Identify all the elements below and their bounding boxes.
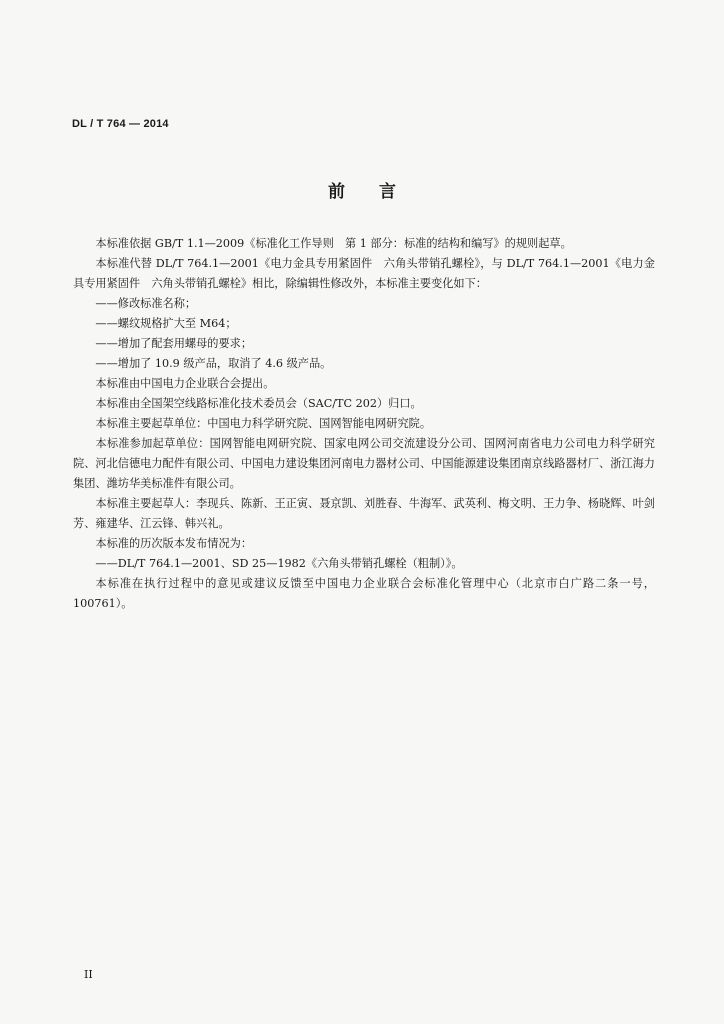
paragraph-proposer: 本标准由中国电力企业联合会提出。: [95, 377, 275, 390]
change-item-3: ——增加了配套用螺母的要求；: [95, 337, 253, 350]
change-item-1: ——修改标准名称；: [95, 297, 197, 310]
paragraph-main-drafters: 本标准主要起草人：李现兵、陈新、王正寅、聂京凯、刘胜春、牛海军、武英利、梅文明、王力争、杨晓辉、叶剑芳、雍建华、江云锋、韩兴礼。: [73, 497, 655, 530]
paragraph-main-drafters-units: 本标准主要起草单位：中国电力科学研究院、国网智能电网研究院。: [95, 417, 432, 430]
paragraph-replacement: 本标准代替 DL/T 764.1—2001《电力金具专用紧固件 六角头带销孔螺栓》，与 DL/T 764.1—2001《电力金具专用紧固件 六角头带销孔螺栓》相比，除编辑性修改外，本标准主要变化如下：: [73, 257, 655, 290]
foreword-body: [73, 234, 655, 614]
paragraph-version-history-intro: 本标准的历次版本发布情况为：: [95, 537, 253, 550]
page-title: [0, 177, 724, 202]
paragraph-drafting-basis: 本标准依据 GB/T 1.1—2009《标准化工作导则 第 1 部分：标准的结构和编写》的规则起草。: [95, 237, 572, 250]
paragraph-participating-units: 本标准参加起草单位：国网智能电网研究院、国家电网公司交流建设分公司、国网河南省电力公司电力科学研究院、河北信德电力配件有限公司、中国电力建设集团河南电力器材公司、中国能源建设集团南京线路器材厂、浙江海力集团、潍坊华美标准件有限公司。: [73, 437, 655, 490]
document-code-header: DL / T 764 — 2014: [72, 118, 169, 130]
page-number: II: [84, 968, 93, 981]
paragraph-feedback: 本标准在执行过程中的意见或建议反馈至中国电力企业联合会标准化管理中心（北京市白广路二条一号，100761）。: [73, 577, 655, 610]
change-item-2: ——螺纹规格扩大至 M64；: [95, 317, 237, 330]
title-char-1: 前: [328, 182, 345, 202]
change-item-4: ——增加了 10.9 级产品，取消了 4.6 级产品。: [95, 357, 332, 370]
title-char-2: 言: [379, 182, 396, 202]
paragraph-committee: 本标准由全国架空线路标准化技术委员会（SAC/TC 202）归口。: [95, 397, 422, 410]
version-history-item: ——DL/T 764.1—2001、SD 25—1982《六角头带销孔螺栓（粗制）》。: [95, 557, 463, 570]
